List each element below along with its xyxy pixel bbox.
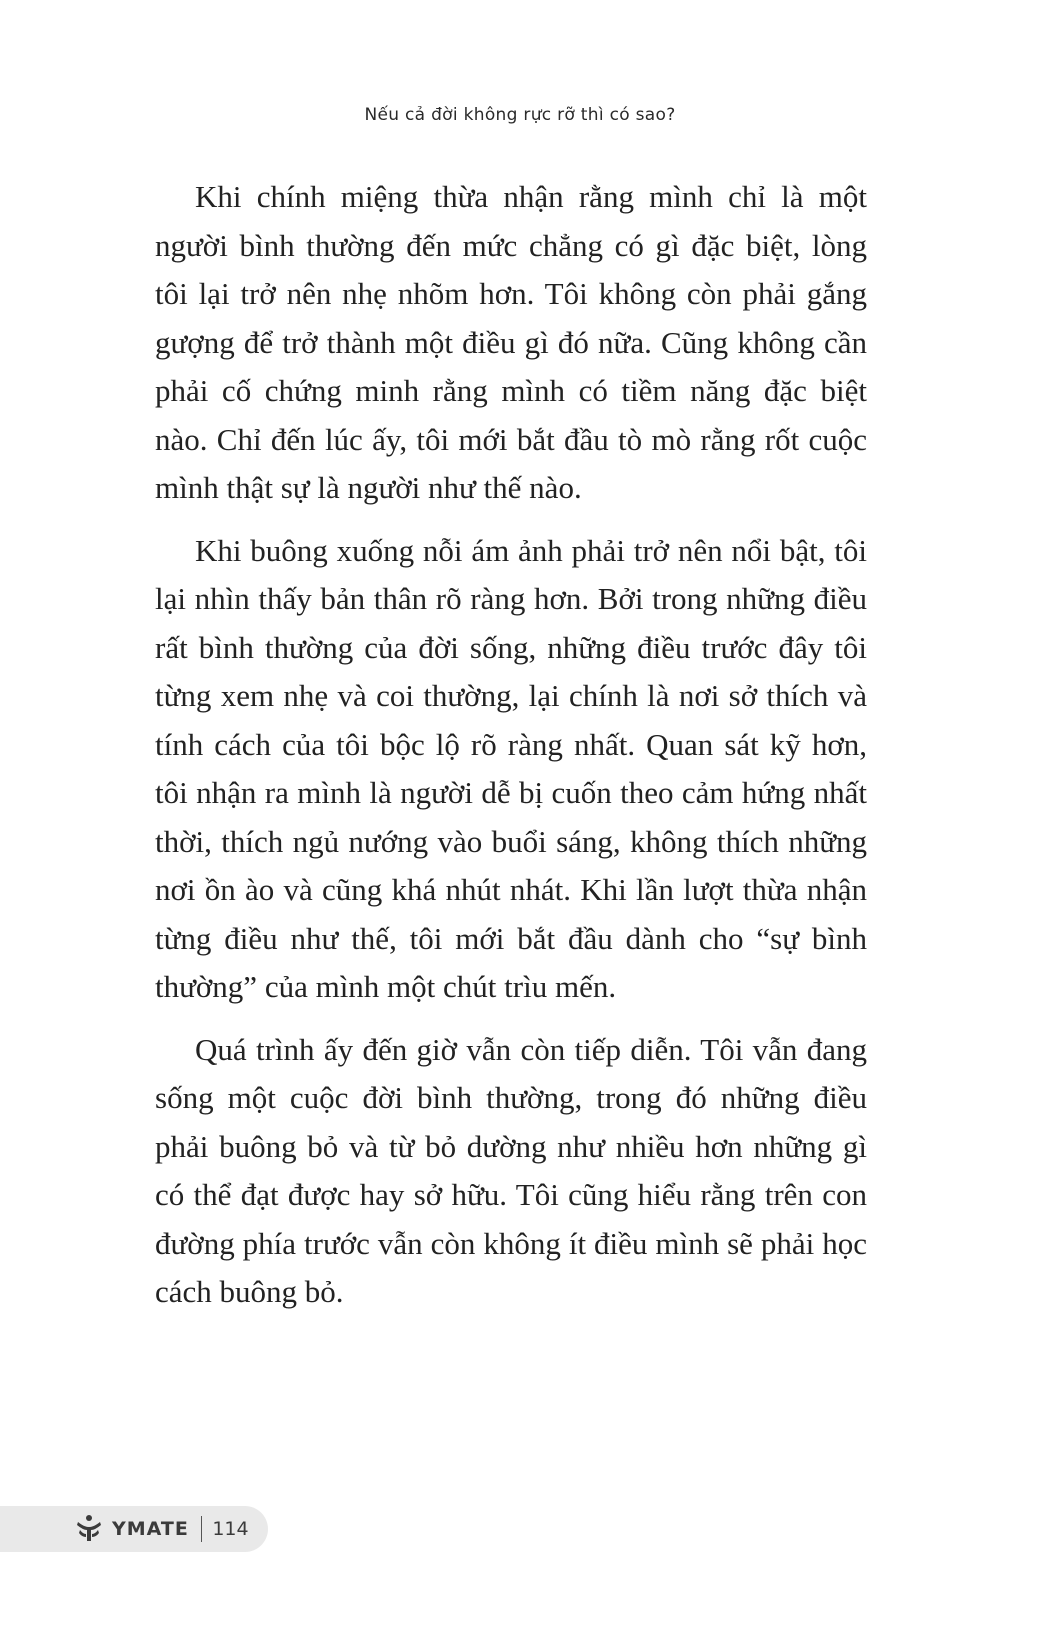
paragraph: Khi chính miệng thừa nhận rằng mình chỉ là một người bình thường đến mức chẳng có gì đặc biệt, lòng tôi lại trở nên nhẹ nhõm hơn. Tôi không còn phải gắng gượng để trở thành một điều gì đó nữa. Cũng không cần phải cố chứng minh rằng mình có tiềm năng đặc biệt nào. Chỉ đến lúc ấy, tôi mới bắt đầu tò mò rằng rốt cuộc mình thật sự là người như thế nào.: [155, 179, 867, 505]
body-text: [155, 173, 867, 1331]
page-footer: [0, 1506, 268, 1552]
running-header: Nếu cả đời không rực rỡ thì có sao?: [364, 105, 676, 125]
paragraph: Khi buông xuống nỗi ám ảnh phải trở nên nổi bật, tôi lại nhìn thấy bản thân rõ ràng hơn. Bởi trong những điều rất bình thường của đời sống, những điều trước đây tôi từng xem nhẹ và coi thường, lại chính là nơi sở thích và tính cách của tôi bộc lộ rõ ràng nhất. Quan sát kỹ hơn, tôi nhận ra mình là người dễ bị cuốn theo cảm hứng nhất thời, thích ngủ nướng vào buổi sáng, không thích những nơi ồn ào và cũng khá nhút nhát. Khi lần lượt thừa nhận từng điều như thế, tôi mới bắt đầu dành cho “sự bình thường” của mình một chút trìu mến.: [155, 532, 867, 1004]
ymate-logo-icon: [74, 1514, 104, 1544]
paragraph: Quá trình ấy đến giờ vẫn còn tiếp diễn. Tôi vẫn đang sống một cuộc đời bình thường, trong đó những điều phải buông bỏ và từ bỏ dường như nhiều hơn những gì có thể đạt được hay sở hữu. Tôi cũng hiểu rằng trên con đường phía trước vẫn còn không ít điều mình sẽ phải học cách buông bỏ.: [155, 1031, 867, 1309]
footer-divider: [201, 1516, 203, 1542]
brand-name: YMATE: [112, 1518, 189, 1540]
page-number: 114: [212, 1518, 249, 1540]
